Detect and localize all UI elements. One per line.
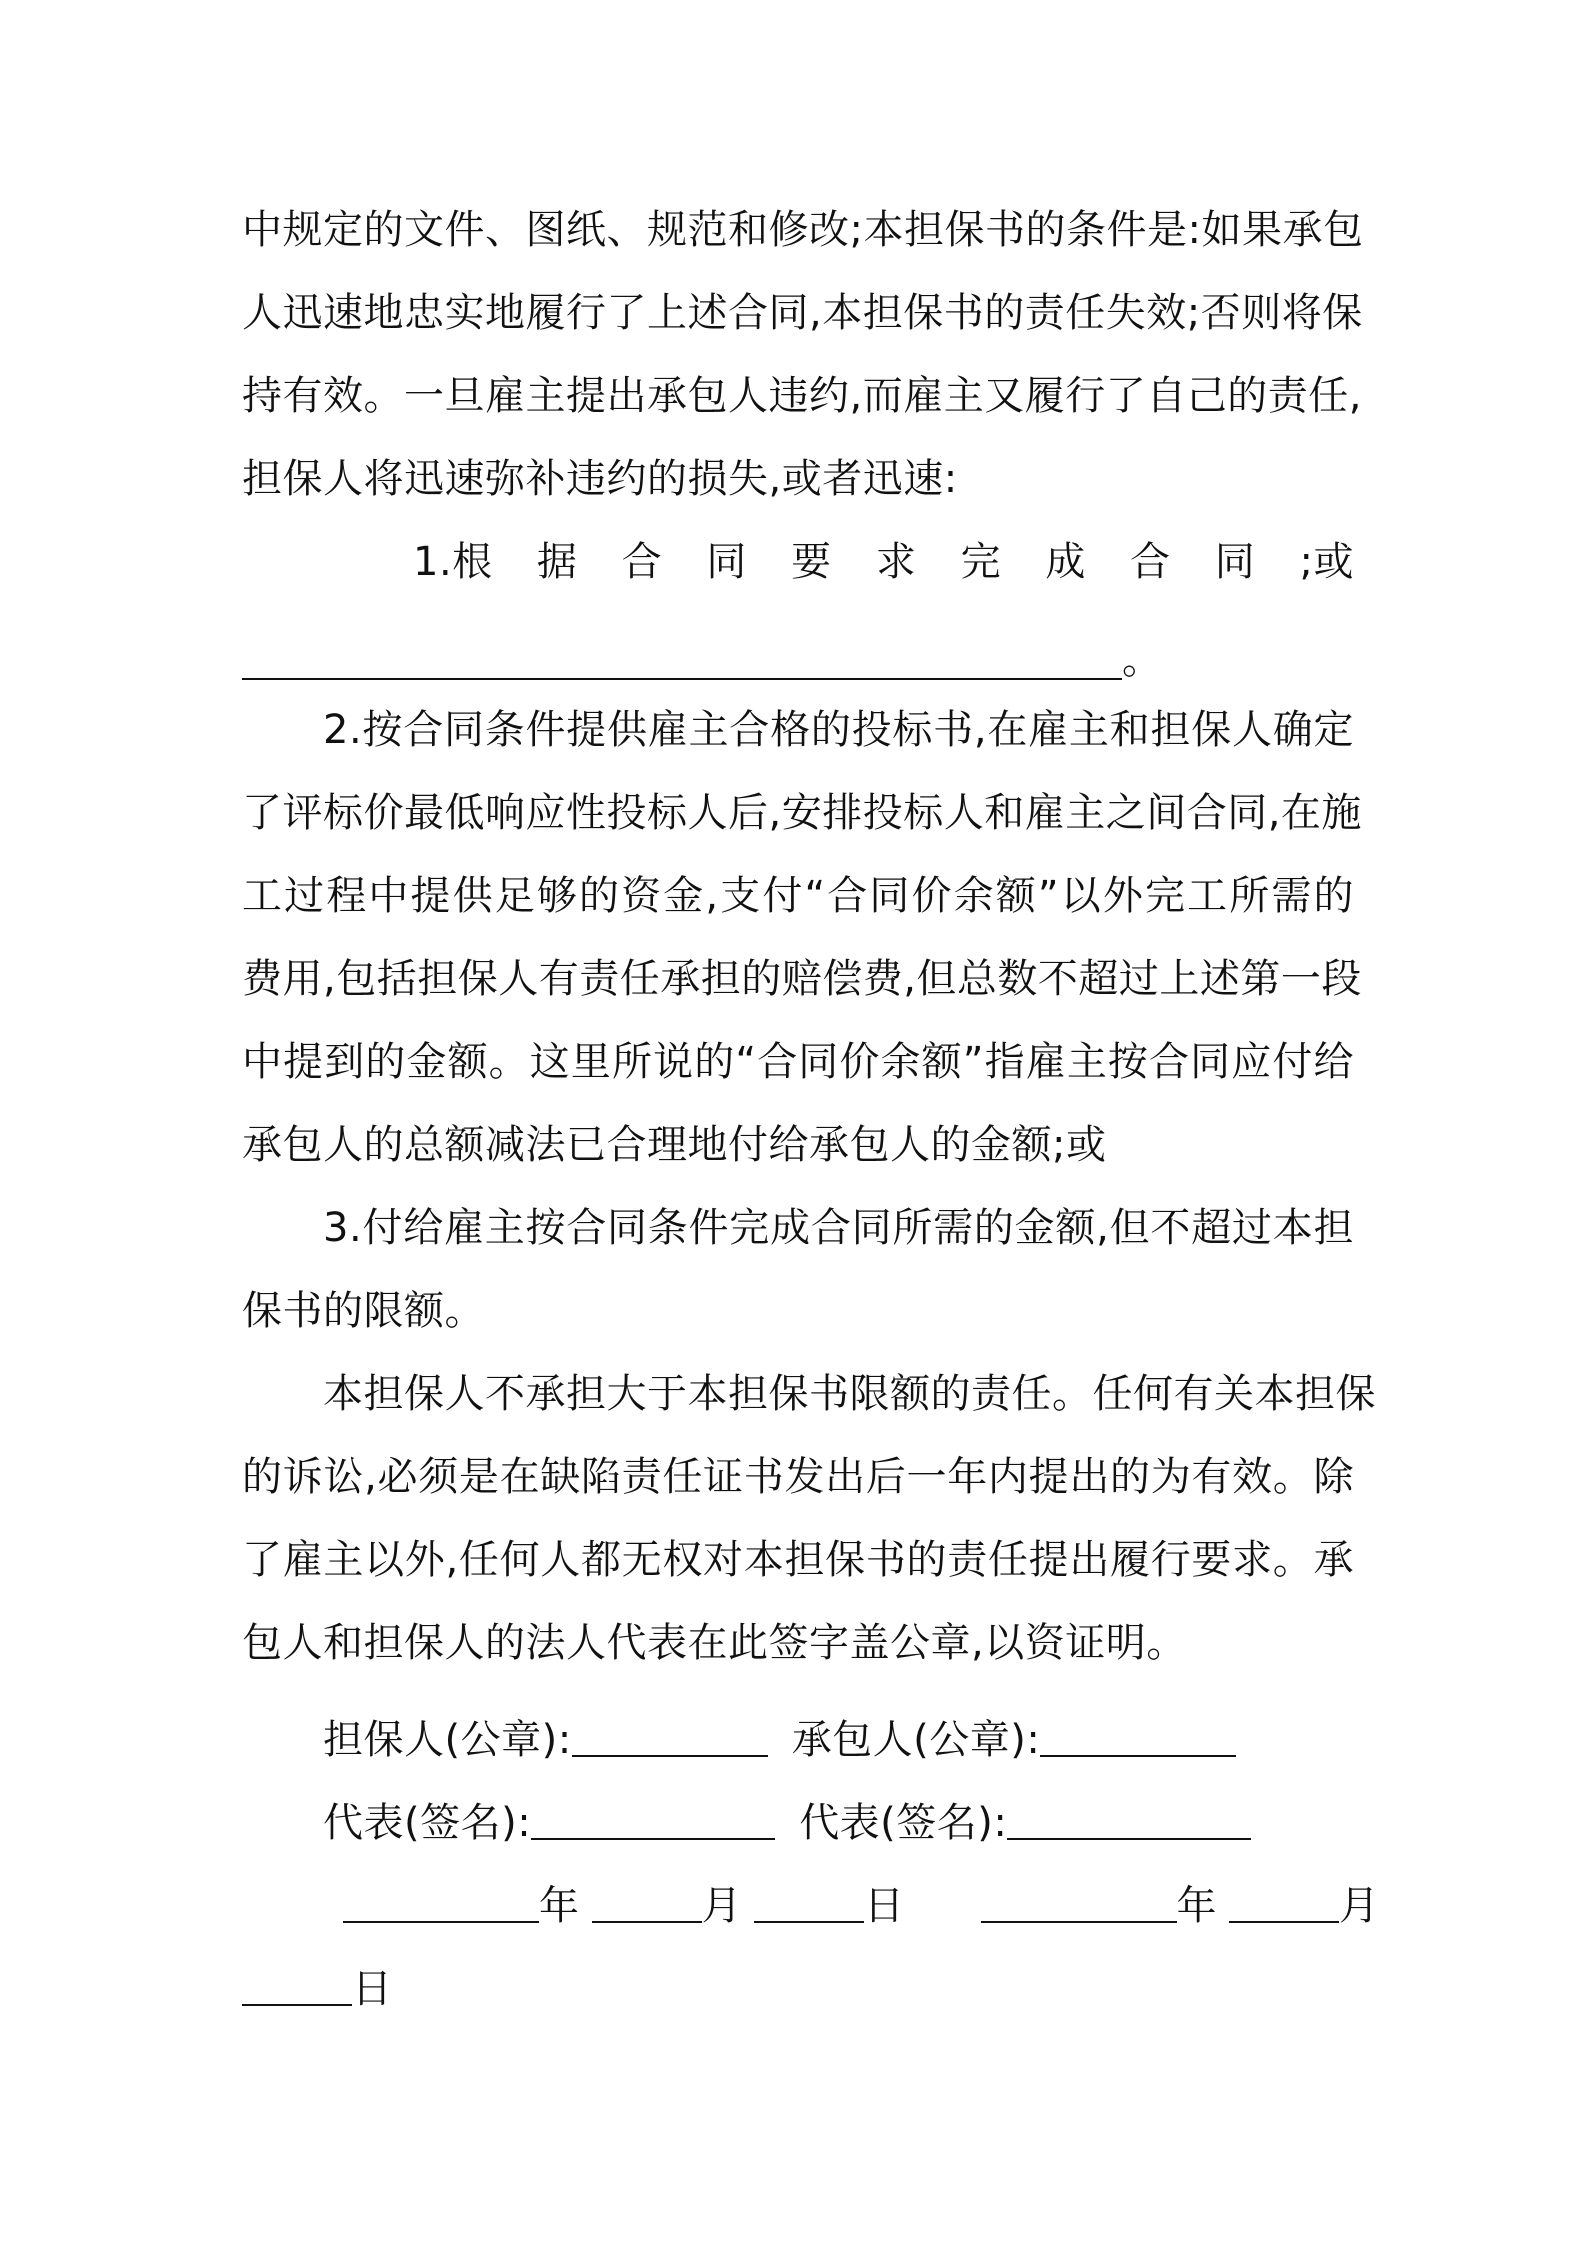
para4-line-3: 了雇主以外,任何人都无权对本担保书的责任提出履行要求。承	[242, 1537, 1354, 1583]
para3-line-2: 保书的限额。	[242, 1288, 485, 1334]
para1-line-1: 中规定的文件、图纸、规范和修改;本担保书的条件是:如果承包	[242, 207, 1364, 253]
para2-line-4: 费用,包括担保人有责任承担的赔偿费,但总数不超过上述第一段	[242, 956, 1362, 1002]
item1-char: 合	[621, 539, 663, 585]
rep-sign-blank-1[interactable]	[531, 1838, 775, 1840]
para4-line-2: 的诉讼,必须是在缺陷责任证书发出后一年内提出的为有效。除	[242, 1454, 1354, 1500]
item1-line	[413, 534, 1354, 590]
para2-line-1: 2.按合同条件提供雇主合格的投标书,在雇主和担保人确定	[323, 707, 1354, 753]
month-blank-2[interactable]	[1229, 1921, 1339, 1923]
seal-row	[323, 1712, 1354, 1768]
contractor-seal-blank[interactable]	[1040, 1755, 1236, 1757]
para4-line-4: 包人和担保人的法人代表在此签字盖公章,以资证明。	[242, 1620, 1187, 1666]
para2-line-3: 工过程中提供足够的资金,支付“合同价余额”以外完工所需的	[242, 873, 1354, 919]
day-blank-1[interactable]	[754, 1921, 864, 1923]
day-label: 日	[864, 1883, 905, 1929]
item1-char: 同	[706, 539, 747, 585]
item1-char: 要	[791, 539, 832, 585]
item1-char: 成	[1045, 539, 1086, 585]
item1-char: 求	[875, 539, 917, 585]
item1-char: ;或	[1299, 539, 1354, 585]
contractor-seal-label: 承包人(公章):	[791, 1717, 1041, 1763]
para2-line-2: 了评标价最低响应性投标人后,安排投标人和雇主之间合同,在施	[242, 790, 1362, 836]
year-blank-1[interactable]	[343, 1921, 539, 1923]
rep-sign-label-1: 代表(签名):	[323, 1800, 532, 1846]
year-label: 年	[1176, 1883, 1217, 1929]
item1-char: 据	[536, 539, 578, 585]
item1-char: 同	[1214, 539, 1256, 585]
para4-line-1: 本担保人不承担大于本担保书限额的责任。任何有关本担保	[323, 1371, 1376, 1417]
item1-char: 合	[1130, 539, 1171, 585]
fill-in-blank	[242, 678, 1122, 680]
day-blank-2[interactable]	[242, 2004, 352, 2006]
para1-line-3: 持有效。一旦雇主提出承包人违约,而雇主又履行了自己的责任,	[242, 373, 1362, 419]
month-label: 月	[1339, 1883, 1380, 1929]
year-label: 年	[539, 1883, 580, 1929]
para2-line-6: 承包人的总额减法已合理地付给承包人的金额;或	[242, 1122, 1107, 1168]
date-row	[343, 1878, 1380, 1934]
rep-sign-row	[323, 1795, 1354, 1851]
month-label: 月	[701, 1883, 742, 1929]
rep-sign-blank-2[interactable]	[1007, 1838, 1251, 1840]
guarantor-seal-label: 担保人(公章):	[323, 1717, 572, 1763]
year-blank-2[interactable]	[981, 1921, 1177, 1923]
item1-char: 完	[960, 539, 1002, 585]
guarantor-seal-blank[interactable]	[572, 1755, 768, 1757]
month-blank-1[interactable]	[592, 1921, 702, 1923]
para2-line-5: 中提到的金额。这里所说的“合同价余额”指雇主按合同应付给	[242, 1039, 1354, 1085]
day-label: 日	[352, 1966, 393, 2012]
rep-sign-label-2: 代表(签名):	[799, 1800, 1008, 1846]
item1-blank-end: 。	[1122, 637, 1163, 683]
para1-line-4: 担保人将迅速弥补违约的损失,或者迅速:	[242, 456, 958, 502]
item1-char: 1.根	[413, 539, 493, 585]
date-row-cont	[242, 1961, 1354, 2017]
para1-line-2: 人迅速地忠实地履行了上述合同,本担保书的责任失效;否则将保	[242, 290, 1363, 336]
item1-blank-line	[242, 632, 1354, 688]
para3-line-1: 3.付给雇主按合同条件完成合同所需的金额,但不超过本担	[323, 1205, 1354, 1251]
